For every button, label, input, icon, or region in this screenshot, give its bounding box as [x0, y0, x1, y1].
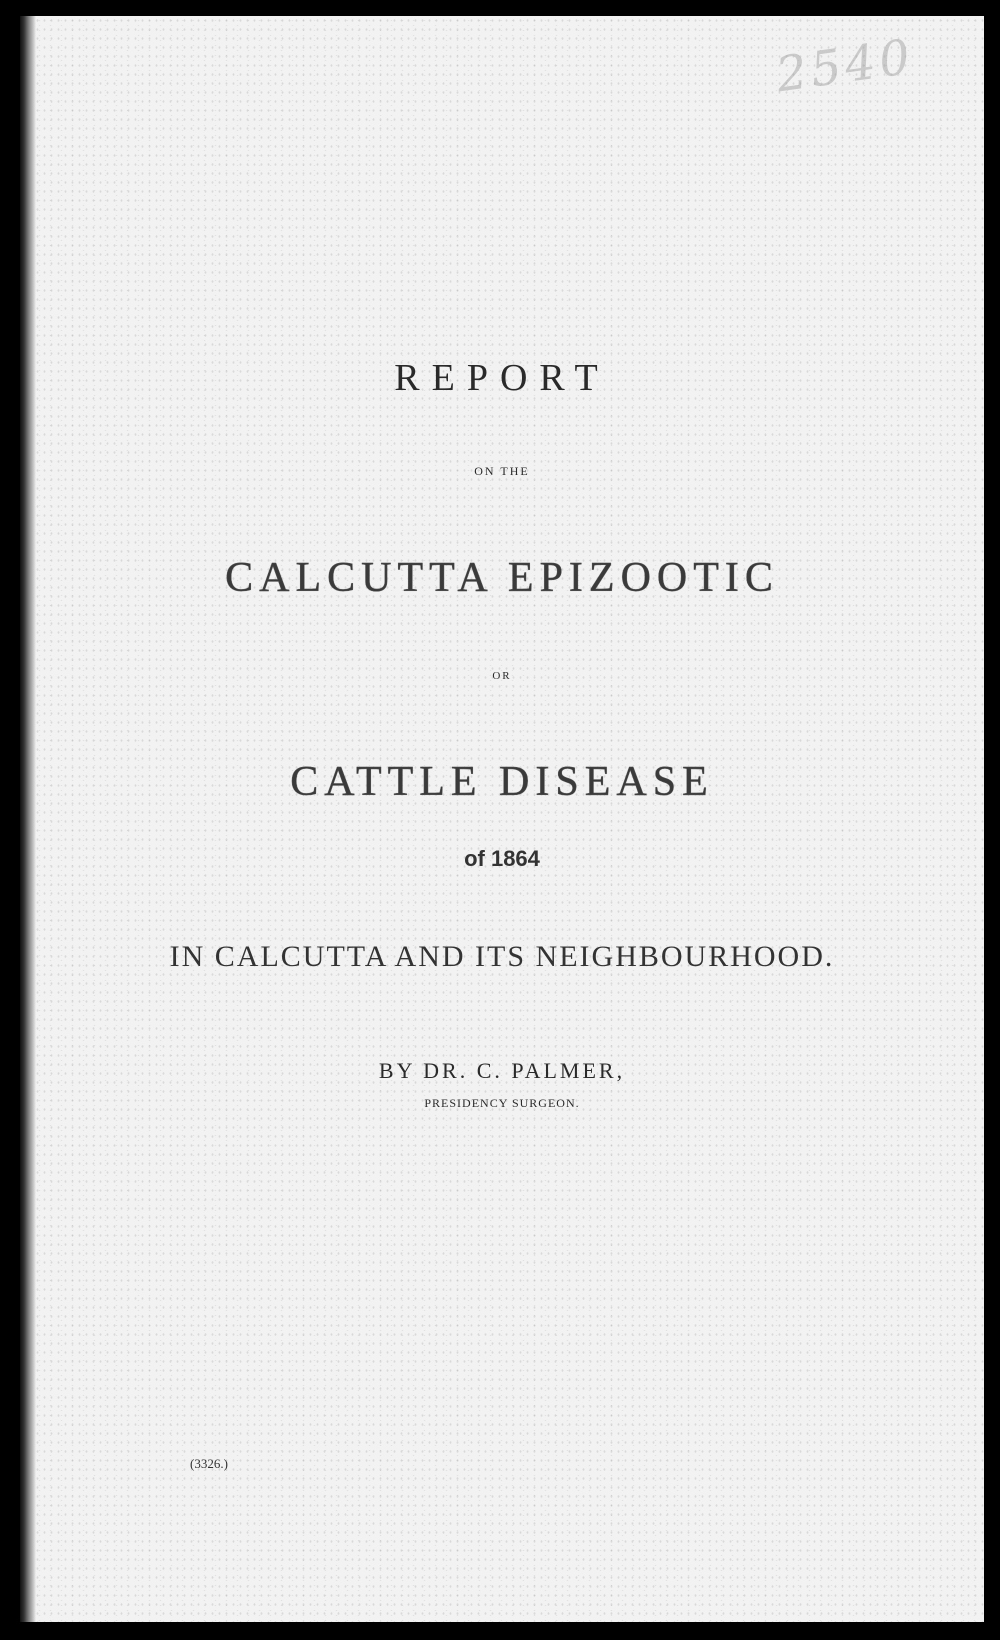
year-line: of 1864: [464, 846, 540, 871]
handwritten-stamp: 2540: [772, 28, 918, 104]
report-heading: REPORT: [394, 357, 610, 399]
title-line-1: CALCUTTA EPIZOOTIC: [225, 555, 779, 601]
or-text: OR: [492, 670, 512, 682]
on-the-text: ON THE: [474, 464, 530, 478]
location-line: IN CALCUTTA AND ITS NEIGHBOURHOOD.: [169, 940, 835, 973]
author-role: PRESIDENCY SURGEON.: [424, 1096, 580, 1110]
binding-edge: [20, 16, 36, 1622]
title-line-2: CATTLE DISEASE: [290, 759, 714, 805]
catalog-number: (3326.): [190, 1456, 228, 1471]
author-line: BY DR. C. PALMER,: [378, 1058, 626, 1083]
scanned-page: [20, 16, 984, 1622]
